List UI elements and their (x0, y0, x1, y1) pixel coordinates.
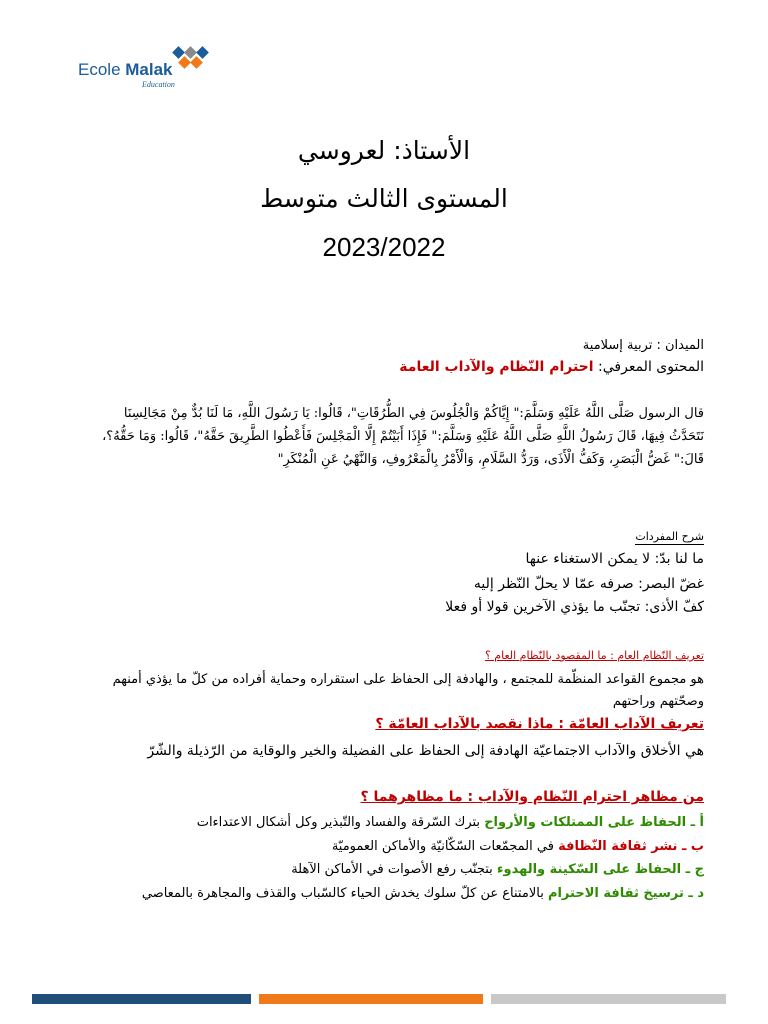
manifestation-text: بالامتناع عن كلّ سلوك يخدش الحياء كالسّباب والقذف والمجاهرة بالمعاصي (141, 886, 548, 901)
vocab-item: ما لنا بدّ: لا يمكن الاستغناء عنها (525, 551, 704, 567)
teacher-name: الأستاذ: لعروسي (297, 136, 471, 165)
footer-bar-blue (32, 994, 251, 1004)
manifestation-text: بتجنّب رفع الأصوات في الأماكن الآهلة (291, 862, 497, 877)
public-order-question: تعريف النّظام العام : ما المقصود بالنّظام العام ؟ (484, 649, 704, 662)
manifestation-head: د ـ ترسيخ ثقافة الاحترام (547, 886, 704, 901)
manifestation-head: ج ـ الحفاظ على السّكينة والهدوء (496, 862, 704, 877)
content-label: المحتوى المعرفي: (593, 359, 704, 375)
manifestations-question: من مظاهر احترام النّظام والآداب : ما مظاهرهما ؟ (360, 789, 704, 805)
logo-subtitle: Education (142, 80, 175, 89)
manifestation-text: في المجمّعات السّكّانيّة والأماكن العموميّة (331, 839, 559, 854)
logo-brand: Ecole Malak (78, 60, 173, 79)
manifestation-item (90, 859, 704, 881)
school-year: 2023/2022 (322, 232, 446, 262)
public-manners-question: تعريف الآداب العامّة : ماذا نقصد بالآداب العامّة ؟ (375, 716, 704, 732)
hadith-text: قال الرسول صَلَّى اللَّهُ عَلَيْهِ وَسَلَّمَ:" إِيَّاكُمْ وَالْجُلُوسَ فِي الطُّرُقَاتِ"، قَالُوا: يَا رَسُولَ اللَّهِ، مَا لَنَا بُدٌّ مِنْ مَجَالِسِنَا نَتَحَدَّثُ فِيهَا، قَالَ رَسُولُ اللَّهِ صَلَّى اللَّهُ عَلَيْهِ وَسَلَّمَ:" فَإِذَا أَبَيْتُمْ إِلَّا الْمَجْلِسَ فَأَعْطُوا الطَّرِيقَ حَقَّهُ"، قَالُوا: وَمَا حَقُّهُ؟، قَالَ:" غَضُّ الْبَصَرِ، وَكَفُّ الْأَذَى، وَرَدُّ السَّلَامِ، وَالْأَمْرُ بِالْمَعْرُوفِ، وَالنَّهْيُ عَنِ الْمُنْكَرِ" (102, 406, 704, 467)
footer-bar-gray (491, 994, 726, 1004)
manifestation-item (90, 812, 704, 834)
manifestation-text: بترك السّرقة والفساد والتّبذير وكل أشكال الاعتداءات (196, 815, 485, 830)
lesson-title: احترام النّظام والآداب العامة (399, 359, 594, 375)
manifestation-item (90, 883, 704, 905)
manifestation-item (90, 836, 704, 858)
public-manners-definition: هي الأخلاق والآداب الاجتماعيّة الهادفة إلى الحفاظ على الفضيلة والخير والوقاية من الرّذيلة والشّرّ (147, 743, 704, 759)
lesson-content (90, 359, 704, 375)
vocab-item: غضّ البصر: صرفه عمّا لا يحلّ النّظر إليه (473, 576, 704, 592)
manifestation-head: ب ـ نشر ثقافة النّظافة (558, 839, 704, 854)
vocab-title: شرح المفردات (635, 530, 704, 543)
footer-bar-orange (259, 994, 483, 1004)
class-level: المستوى الثالث متوسط (260, 184, 508, 213)
public-order-definition: هو مجموع القواعد المنظّمة للمجتمع ، والهادفة إلى الحفاظ على استقراره وحماية أفراده من كلّ ما يؤذي أمنهم وصحّتهم وراحتهم (112, 672, 704, 709)
school-logo (78, 42, 218, 92)
subject-field: الميدان : تربية إسلامية (582, 338, 704, 353)
vocab-item: كفّ الأذى: تجنّب ما يؤذي الآخرين قولا أو فعلا (445, 599, 704, 615)
manifestation-head: أ ـ الحفاظ على الممتلكات والأرواح (484, 815, 704, 830)
